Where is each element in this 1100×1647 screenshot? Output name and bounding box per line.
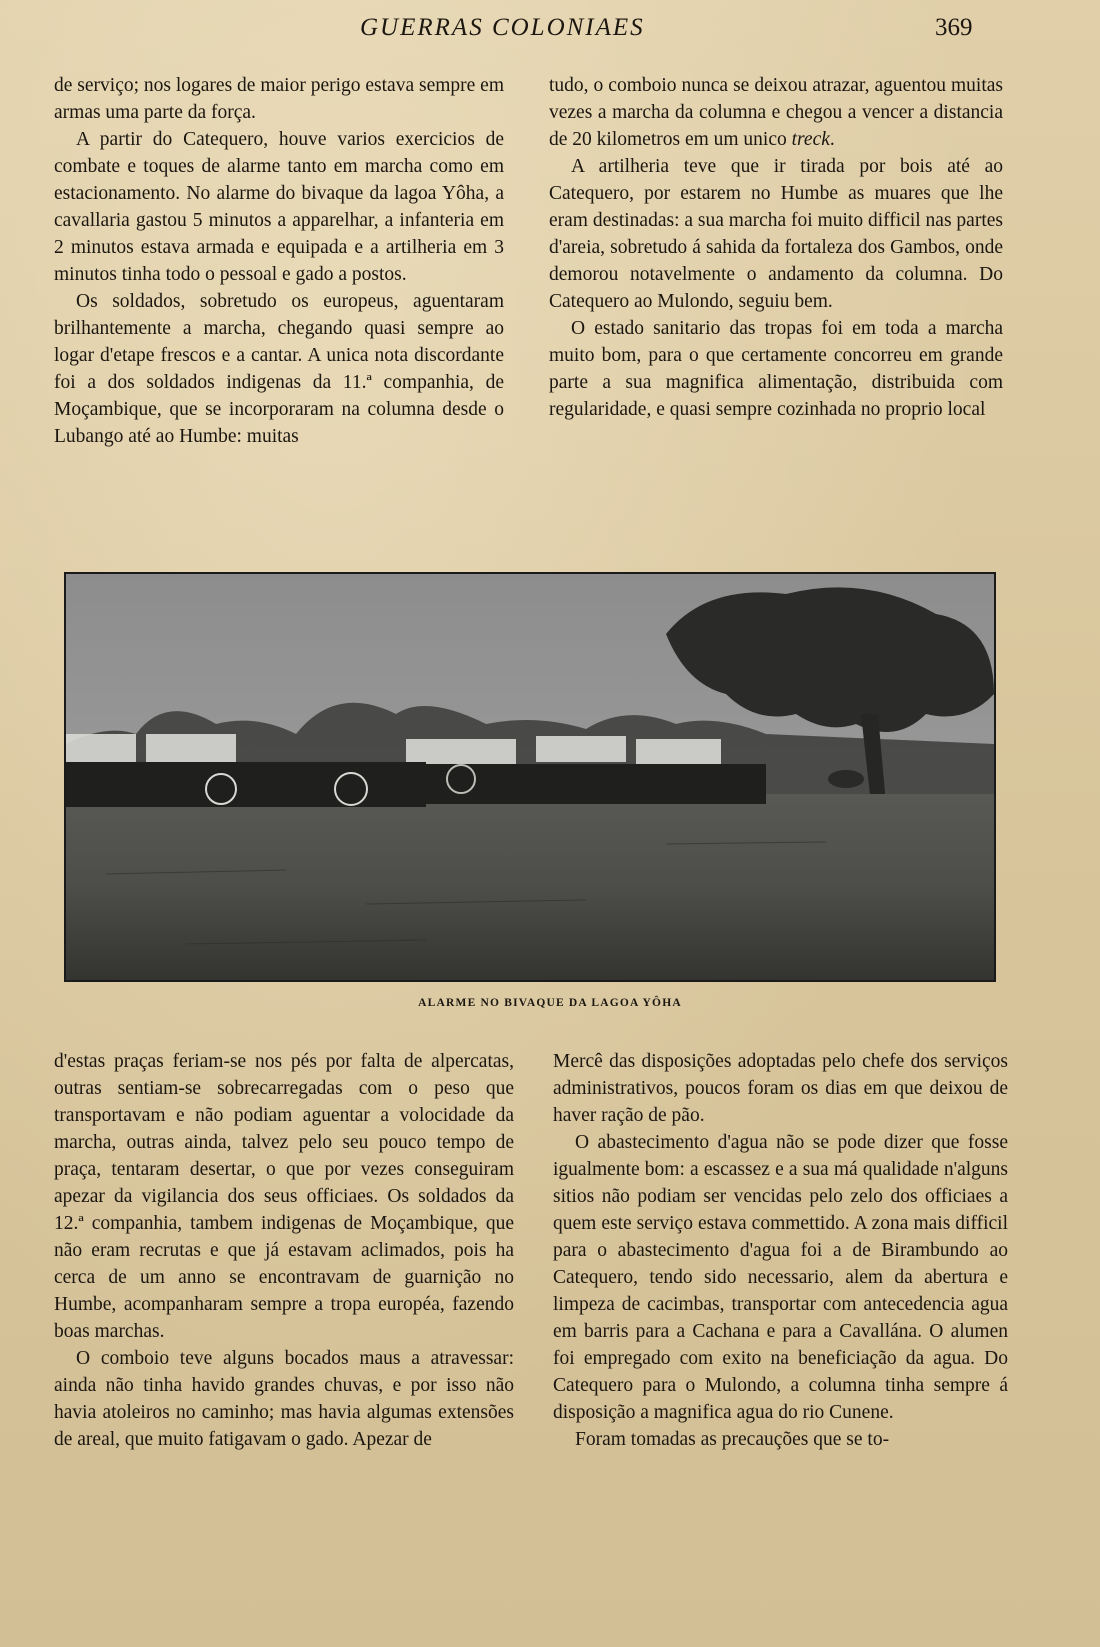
paragraph: Mercê das disposições adoptadas pelo chefe dos serviços administrativos, poucos foram os dias em que deixou de haver ração de pão. — [553, 1051, 1008, 1126]
paragraph: Os soldados, sobretudo os europeus, aguentaram brilhantemente a marcha, chegando quasi sempre ao logar d'etape frescos e a cantar. A unica nota discordante foi a dos soldados indigenas da 11.ª companhia, de Moçambique, que se incorporaram na columna desde o Lubango até ao Humbe: muitas — [54, 291, 504, 447]
italic-word: treck — [791, 129, 830, 150]
paragraph: A partir do Catequero, houve varios exercicios de combate e toques de alarme tanto em marcha como em estacionamento. No alarme do bivaque da lagoa Yôha, a cavallaria gastou 5 minutos a apparelhar, a infanteria em 2 minutos estava armada e equipada e a artilheria em 3 minutos tinha todo o pessoal e gado a postos. — [54, 129, 504, 285]
paragraph: de serviço; nos logares de maior perigo estava sempre em armas uma parte da força. — [54, 75, 504, 123]
column-bottom-right — [553, 1048, 1008, 1453]
photograph-bivouac — [64, 572, 996, 982]
paragraph: Foram tomadas as precauções que se to- — [575, 1429, 890, 1450]
column-top-left — [54, 72, 504, 450]
paragraph: O comboio teve alguns bocados maus a atravessar: ainda não tinha havido grandes chuvas, e por isso não havia atoleiros no caminho; mas havia algumas extensões de areal, que muito fatigavam o gado. Apezar de — [54, 1348, 514, 1450]
paragraph: O estado sanitario das tropas foi em toda a marcha muito bom, para o que certamente concorreu em grande parte a sua magnifica alimentação, distribuida com regularidade, e quasi sempre cozinhada no proprio local — [549, 318, 1003, 420]
paragraph: A artilheria teve que ir tirada por bois até ao Catequero, por estarem no Humbe as muares que lhe eram destinadas: a sua marcha foi muito difficil nas partes d'areia, sobretudo á sahida da fortaleza dos Gambos, onde demorou notavelmente o andamento da columna. Do Catequero ao Mulondo, seguiu bem. — [549, 156, 1003, 312]
paragraph: d'estas praças feriam-se nos pés por falta de alpercatas, outras sentiam-se sobrecarregadas com o peso que transportavam e não podiam aguentar a volocidade da marcha, outras ainda, talvez pelo seu pouco tempo de praça, tentaram desertar, o que por vezes conseguiram apezar da vigilancia dos seus officiaes. Os soldados da 12.ª companhia, tambem indigenas de Moçambique, que não eram recrutas e que já estavam aclimados, pois ha cerca de um anno se encontravam de guarnição no Humbe, acompanharam sempre a tropa européa, fazendo boas marchas. — [54, 1051, 514, 1342]
photo-caption: ALARME NO BIVAQUE DA LAGOA YÔHA — [418, 997, 682, 1009]
column-top-right — [549, 72, 1003, 423]
text-run: tudo, o comboio nunca se deixou atrazar, aguentou muitas vezes a marcha da columna e chegou a vencer a distancia de 20 kilometros em um unico — [549, 75, 1003, 150]
photo-illustration — [66, 574, 994, 980]
running-head — [0, 14, 1100, 50]
paragraph: O abastecimento d'agua não se pode dizer que fosse igualmente bom: a escassez e a sua má qualidade n'alguns sitios não podiam ser vencidas pelo zelo dos officiaes a quem este serviço estava commettido. A zona mais difficil para o abastecimento d'agua foi a de Birambundo ao Catequero, tendo sido necessario, alem da abertura e limpeza de cacimbas, transportar com antecedencia agua em barris para a Cachana e para a Cavallána. O alumen foi empregado com exito na beneficiação da agua. Do Catequero para o Mulondo, a columna tinha sempre á disposição a magnifica agua do rio Cunene. — [553, 1132, 1008, 1423]
text-run: . — [829, 129, 835, 150]
page-number: 369 — [935, 14, 973, 41]
paragraph — [549, 72, 1003, 153]
running-title: GUERRAS COLONIAES — [360, 14, 645, 41]
column-bottom-left — [54, 1048, 514, 1453]
